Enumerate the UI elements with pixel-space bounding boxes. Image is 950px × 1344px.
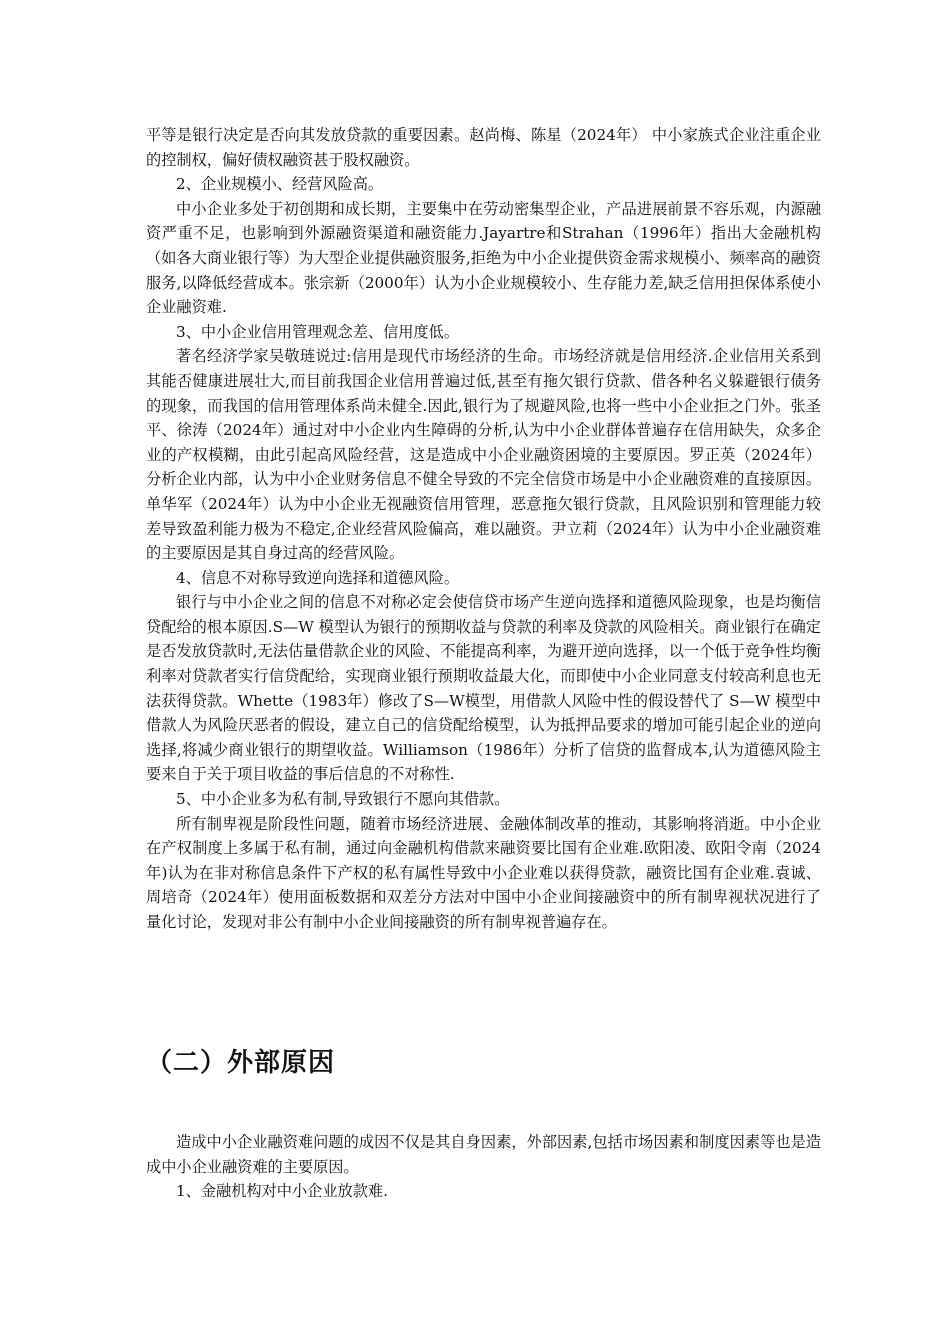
- subheading-enterprise-scale: 2、企业规模小、经营风险高。: [176, 175, 384, 194]
- paragraph-enterprise-scale: 中小企业多处于初创期和成长期，主要集中在劳动密集型企业，产品进展前景不容乐观，内源融资严重不足，也影响到外源融资渠道和融资能力.Jayartre和Strahan（1996年）指出大金融机构（如各大商业银行等）为大型企业提供融资服务,拒绝为中小企业提供资金需求规模小、频率高的融资服务,以降低经营成本。张宗新（2000年）认为小企业规模较小、生存能力差,缺乏信用担保体系使小企业融资难.: [146, 199, 821, 317]
- body-text-part1: [146, 123, 821, 935]
- paragraph-information-asymmetry: 银行与中小企业之间的信息不对称必定会使信贷市场产生逆向选择和道德风险现象，也是均衡信贷配给的根本原因.S—W 模型认为银行的预期收益与贷款的利率及贷款的风险相关。商业银行在确定是否发放贷款时,无法估量借款企业的风险、不能提高利率，为避开逆向选择，以一个低于竞争性均衡利率对贷款者实行信贷配给，实现商业银行预期收益最大化，而即使中小企业同意支付较高利息也无法获得贷款。Whette（1983年）修改了S—W模型，用借款人风险中性的假设替代了 S—W 模型中借款人为风险厌恶者的假设，建立自己的信贷配给模型，认为抵押品要求的增加可能引起企业的逆向选择,将减少商业银行的期望收益。Williamson（1986年）分析了信贷的监督成本,认为道德风险主要来自于关于项目收益的事后信息的不对称性.: [146, 593, 821, 784]
- paragraph-external-causes-intro: 造成中小企业融资难问题的成因不仅是其自身因素，外部因素,包括市场因素和制度因素等也是造成中小企业融资难的主要原因。: [146, 1133, 821, 1176]
- paragraph-private-ownership: 所有制卑视是阶段性问题，随着市场经济进展、金融体制改革的推动，其影响将消逝。中小企业在产权制度上多属于私有制，通过向金融机构借款来融资要比国有企业难.欧阳凌、欧阳令南（2024年)认为在非对称信息条件下产权的私有属性导致中小企业难以获得贷款，融资比国有企业难.袁诚、周培奇（2024年）使用面板数据和双差分方法对中国中小企业间接融资中的所有制卑视状况进行了量化讨论，发现对非公有制中小企业间接融资的所有制卑视普遍存在。: [146, 814, 821, 931]
- subheading-financial-institutions: 1、金融机构对中小企业放款难.: [176, 1182, 388, 1201]
- paragraph-credit-management: 著名经济学家吴敬琏说过:信用是现代市场经济的生命。市场经济就是信用经济.企业信用关系到其能否健康进展壮大,而目前我国企业信用普遍过低,甚至有拖欠银行贷款、借各种名义躲避银行债务的现象，而我国的信用管理体系尚未健全.因此,银行为了规避风险,也将一些中小企业拒之门外。张圣平、徐涛（2024年）通过对中小企业内生障碍的分析,认为中小企业群体普遍存在信用缺失，众多企业的产权模糊，由此引起高风险经营，这是造成中小企业融资困境的主要原因。罗正英（2024年）分析企业内部，认为中小企业财务信息不健全导致的不完全信贷市场是中小企业融资难的直接原因。单华军（2024年）认为中小企业无视融资信用管理，恶意拖欠银行贷款，且风险识别和管理能力较差导致盈利能力极为不稳定,企业经营风险偏高，难以融资。尹立莉（2024年）认为中小企业融资难的主要原因是其自身过高的经营风险。: [146, 347, 821, 563]
- subheading-private-ownership: 5、中小企业多为私有制,导致银行不愿向其借款。: [176, 790, 510, 809]
- body-text-part2: [146, 1130, 821, 1204]
- section-heading-external-causes: （二）外部原因: [146, 1048, 336, 1078]
- paragraph-continuation: 平等是银行决定是否向其发放贷款的重要因素。赵尚梅、陈星（2024年） 中小家族式企业注重企业的控制权，偏好债权融资甚于股权融资。: [146, 126, 821, 169]
- subheading-credit-management: 3、中小企业信用管理观念差、信用度低。: [176, 322, 460, 341]
- subheading-information-asymmetry: 4、信息不对称导致逆向选择和道德风险。: [176, 568, 460, 587]
